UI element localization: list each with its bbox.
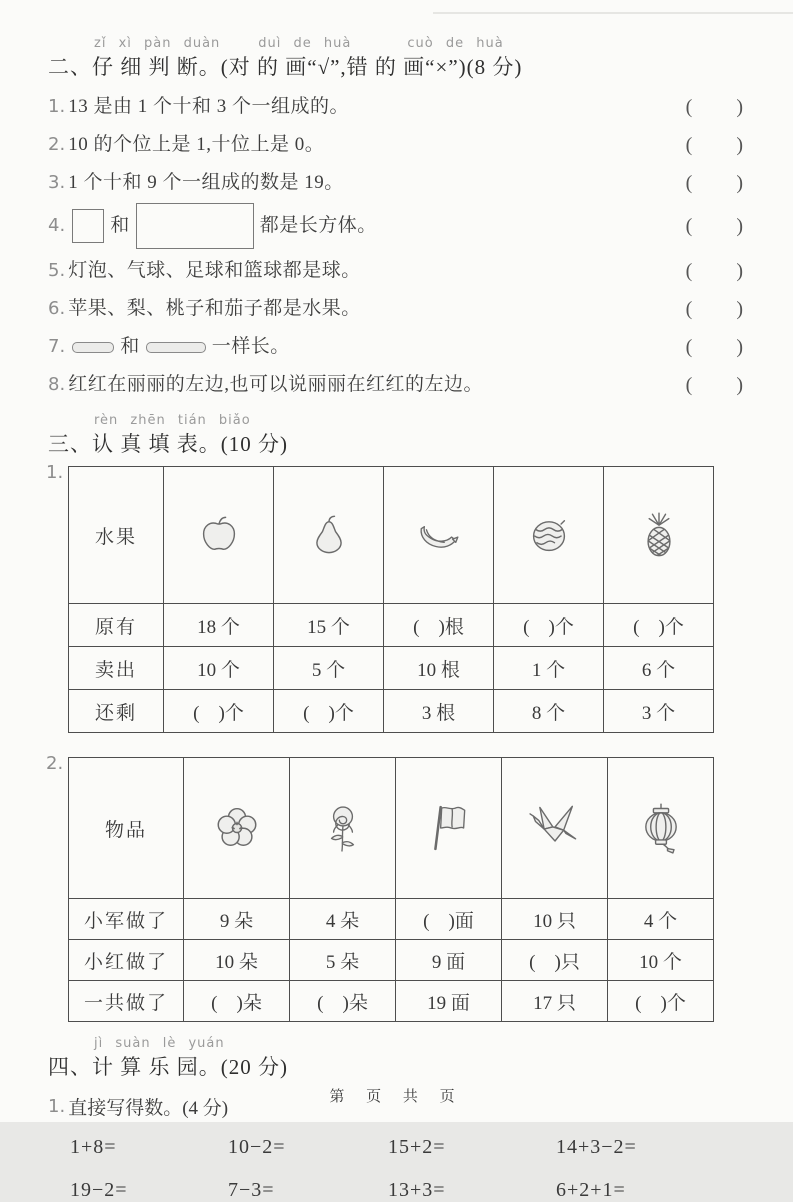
table-number: 2. — [46, 753, 64, 774]
table-row — [69, 899, 714, 940]
long-stick-shape — [146, 342, 206, 353]
section2-title: 二、仔 细 判 断。(对 的 画“√”,错 的 画“×”)(8 分) — [48, 55, 523, 79]
table-cell — [164, 467, 274, 604]
question-number: 2. — [48, 134, 66, 155]
table-cell: 10 个 — [164, 647, 274, 690]
answer-bracket: ( ) — [685, 298, 745, 320]
section4-pinyin — [94, 1036, 745, 1051]
table-cell — [184, 758, 290, 899]
table-cell: 10 朵 — [184, 940, 290, 981]
table-cell: 15 个 — [274, 604, 384, 647]
square-shape — [72, 209, 104, 243]
row-label: 小军做了 — [69, 899, 184, 940]
answer-bracket: ( ) — [685, 172, 745, 194]
table-cell — [396, 758, 502, 899]
rectangle-shape — [136, 203, 254, 249]
lantern-icon — [637, 802, 685, 854]
table-row — [69, 467, 714, 604]
question-text: 和 — [120, 336, 140, 357]
table-cell: ( )个 — [608, 981, 714, 1022]
table-cell: ( )面 — [396, 899, 502, 940]
equation-grid — [70, 1136, 745, 1202]
table-row — [69, 690, 714, 733]
pear-icon — [307, 513, 351, 557]
table-cell — [274, 467, 384, 604]
table-cell: 3 个 — [604, 690, 714, 733]
table-cell: ( )只 — [502, 940, 608, 981]
table-cell: ( )根 — [384, 604, 494, 647]
section2-pinyin — [94, 36, 745, 51]
table-cell: 5 朵 — [290, 940, 396, 981]
table-cell: 17 只 — [502, 981, 608, 1022]
question-text: 一样长。 — [211, 336, 290, 357]
table-cell — [608, 758, 714, 899]
answer-bracket: ( ) — [685, 215, 745, 237]
equation: 6+2+1= — [556, 1179, 626, 1201]
question-text: 灯泡、气球、足球和篮球都是球。 — [68, 260, 361, 281]
question-number: 3. — [48, 172, 66, 193]
row-label: 水果 — [69, 467, 164, 604]
table-cell — [384, 467, 494, 604]
table-cell: 4 个 — [608, 899, 714, 940]
answer-bracket: ( ) — [685, 336, 745, 358]
fruit-table — [68, 466, 714, 733]
craft-table — [68, 757, 714, 1022]
answer-bracket: ( ) — [685, 374, 745, 396]
page-footer: 第 页 共 页 — [329, 1089, 464, 1105]
question-text: 13 是由 1 个十和 3 个一组成的。 — [68, 96, 349, 117]
table-cell: ( )个 — [274, 690, 384, 733]
table-cell: 9 朵 — [184, 899, 290, 940]
table-cell: ( )个 — [164, 690, 274, 733]
pineapple-icon — [637, 511, 681, 559]
question-number: 4. — [48, 215, 66, 236]
table-cell: 10 个 — [608, 940, 714, 981]
pinyin-duidehua: duì de huà — [258, 36, 352, 51]
apple-icon — [197, 513, 241, 557]
table-cell — [290, 758, 396, 899]
craft-table-wrap — [46, 753, 745, 1022]
judge-question-2 — [48, 133, 745, 157]
scan-artifact — [433, 12, 793, 14]
equation: 14+3−2= — [556, 1136, 637, 1158]
question-text: 红红在丽丽的左边,也可以说丽丽在红红的左边。 — [68, 374, 483, 395]
table-row — [69, 647, 714, 690]
question-body — [68, 203, 685, 249]
question-text: 1 个十和 9 个一组成的数是 19。 — [68, 172, 344, 193]
table-cell: ( )个 — [604, 604, 714, 647]
table-row — [69, 940, 714, 981]
equation: 10−2= — [228, 1136, 286, 1158]
row-label: 一共做了 — [69, 981, 184, 1022]
table-cell — [494, 467, 604, 604]
short-stick-shape — [72, 342, 114, 353]
table-row — [69, 604, 714, 647]
pinyin-renzhentianbiao: rèn zhēn tián biǎo — [94, 413, 251, 428]
table-cell — [604, 467, 714, 604]
judge-question-1 — [48, 95, 745, 119]
table-number: 1. — [46, 462, 64, 483]
section4-title: 四、计 算 乐 园。(20 分) — [48, 1055, 288, 1079]
answer-bracket: ( ) — [685, 260, 745, 282]
equation: 13+3= — [388, 1179, 446, 1201]
row-label: 原有 — [69, 604, 164, 647]
question-number: 1. — [48, 96, 66, 117]
table-row — [69, 758, 714, 899]
table-cell: ( )朵 — [184, 981, 290, 1022]
question-text: 10 的个位上是 1,十位上是 0。 — [68, 134, 325, 155]
table-cell: 8 个 — [494, 690, 604, 733]
question-text: 苹果、梨、桃子和茄子都是水果。 — [68, 298, 361, 319]
row-label: 还剩 — [69, 690, 164, 733]
table-cell: ( )个 — [494, 604, 604, 647]
question-number: 1. — [48, 1096, 66, 1117]
table-cell — [502, 758, 608, 899]
table-cell: 3 根 — [384, 690, 494, 733]
pinyin-zixipanduan: zǐ xì pàn duàn — [94, 36, 221, 51]
answer-bracket: ( ) — [685, 96, 745, 118]
table-cell: 4 朵 — [290, 899, 396, 940]
rose-icon — [320, 802, 366, 854]
table-cell: 6 个 — [604, 647, 714, 690]
judge-question-5 — [48, 259, 745, 283]
equation: 7−3= — [228, 1179, 275, 1201]
section3-pinyin — [94, 413, 745, 428]
question-number: 7. — [48, 336, 66, 357]
section3-title: 三、认 真 填 表。(10 分) — [48, 432, 288, 456]
judge-question-6 — [48, 297, 745, 321]
row-label: 卖出 — [69, 647, 164, 690]
judge-question-3 — [48, 171, 745, 195]
table-cell: 18 个 — [164, 604, 274, 647]
question-number: 6. — [48, 298, 66, 319]
question-number: 5. — [48, 260, 66, 281]
row-label: 小红做了 — [69, 940, 184, 981]
answer-bracket: ( ) — [685, 134, 745, 156]
question-text: 和 — [110, 215, 130, 236]
pinyin-jisuanleyuan: jì suàn lè yuán — [94, 1036, 225, 1051]
table-cell: 19 面 — [396, 981, 502, 1022]
judge-question-7 — [48, 335, 745, 359]
equation: 15+2= — [388, 1136, 446, 1158]
question-body — [68, 335, 685, 359]
row-label: 物品 — [69, 758, 184, 899]
question-text: 都是长方体。 — [259, 215, 377, 236]
question-number: 8. — [48, 374, 66, 395]
equation: 1+8= — [70, 1136, 117, 1158]
judge-question-8 — [48, 373, 745, 397]
table-cell: 5 个 — [274, 647, 384, 690]
table-cell: 1 个 — [494, 647, 604, 690]
equation: 19−2= — [70, 1179, 128, 1201]
table-cell: 9 面 — [396, 940, 502, 981]
table-cell: 10 只 — [502, 899, 608, 940]
table-row — [69, 981, 714, 1022]
judge-question-4 — [48, 203, 745, 249]
paper-crane-icon — [529, 804, 581, 852]
fruit-table-wrap — [46, 462, 745, 733]
flag-icon — [426, 802, 472, 854]
table-cell: ( )朵 — [290, 981, 396, 1022]
banana-icon — [416, 514, 462, 556]
pinyin-cuodehua: cuò de huà — [407, 36, 504, 51]
table-cell: 10 根 — [384, 647, 494, 690]
subsection-text: 直接写得数。(4 分) — [68, 1098, 229, 1119]
watermelon-icon — [527, 513, 571, 557]
plum-blossom-icon — [212, 803, 262, 853]
